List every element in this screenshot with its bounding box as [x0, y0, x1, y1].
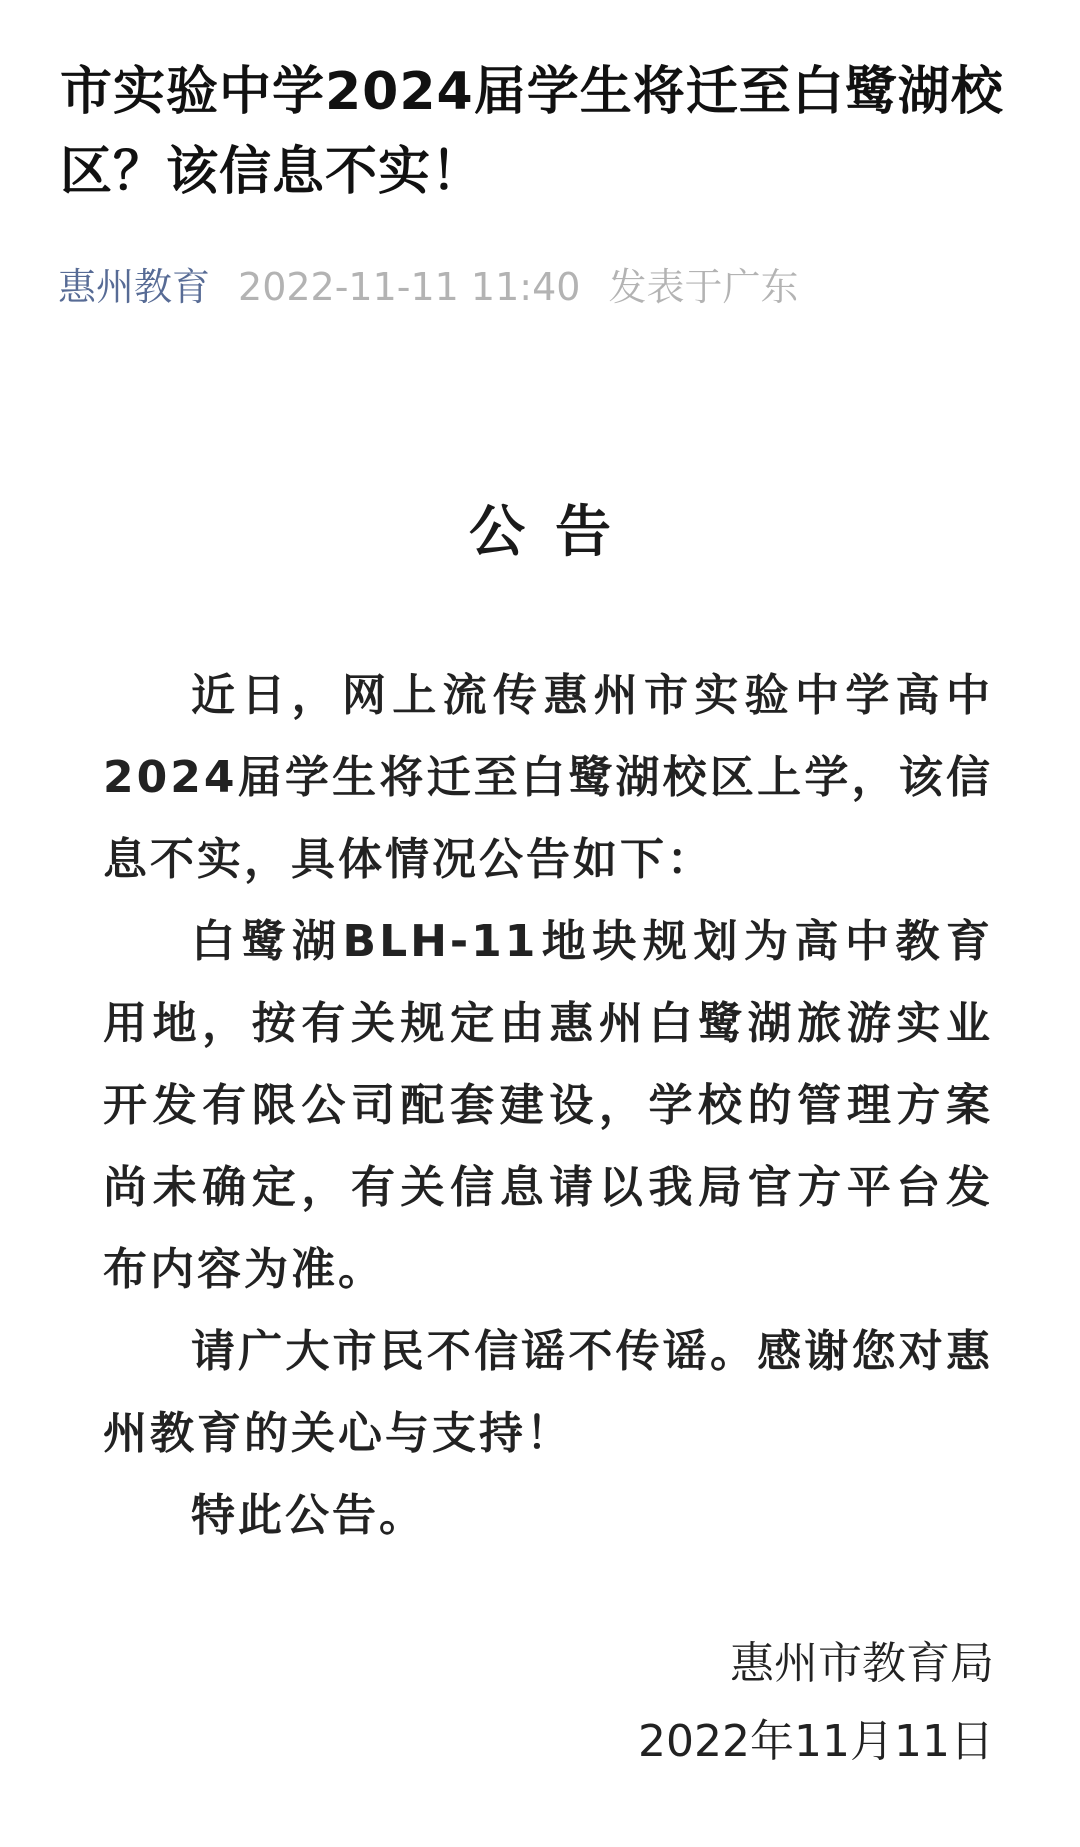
notice-heading: 公告 [469, 500, 641, 565]
notice-paragraph: 近日，网上流传惠州市实验中学高中2024届学生将迁至白鹭湖校区上学，该信息不实，具体情况公告如下： [103, 670, 993, 885]
signature-date: 2022年11月11日 [638, 1716, 994, 1767]
article-title: 市实验中学2024届学生将迁至白鹭湖校区？该信息不实！ [60, 62, 1004, 202]
notice-body [103, 655, 993, 1557]
notice-signature [638, 1625, 994, 1781]
publish-time: 2022-11-11 11:40 [238, 265, 581, 309]
signature-organization: 惠州市教育局 [730, 1638, 994, 1689]
publish-location: 发表于广东 [608, 265, 799, 309]
article-meta [58, 262, 798, 312]
notice-paragraph: 请广大市民不信谣不传谣。感谢您对惠州教育的关心与支持！ [103, 1326, 993, 1459]
notice-paragraph: 特此公告。 [191, 1490, 426, 1541]
notice-paragraph: 白鹭湖BLH-11地块规划为高中教育用地，按有关规定由惠州白鹭湖旅游实业开发有限公司配套建设，学校的管理方案尚未确定，有关信息请以我局官方平台发布内容为准。 [103, 916, 993, 1295]
account-name-link[interactable]: 惠州教育 [58, 265, 211, 309]
